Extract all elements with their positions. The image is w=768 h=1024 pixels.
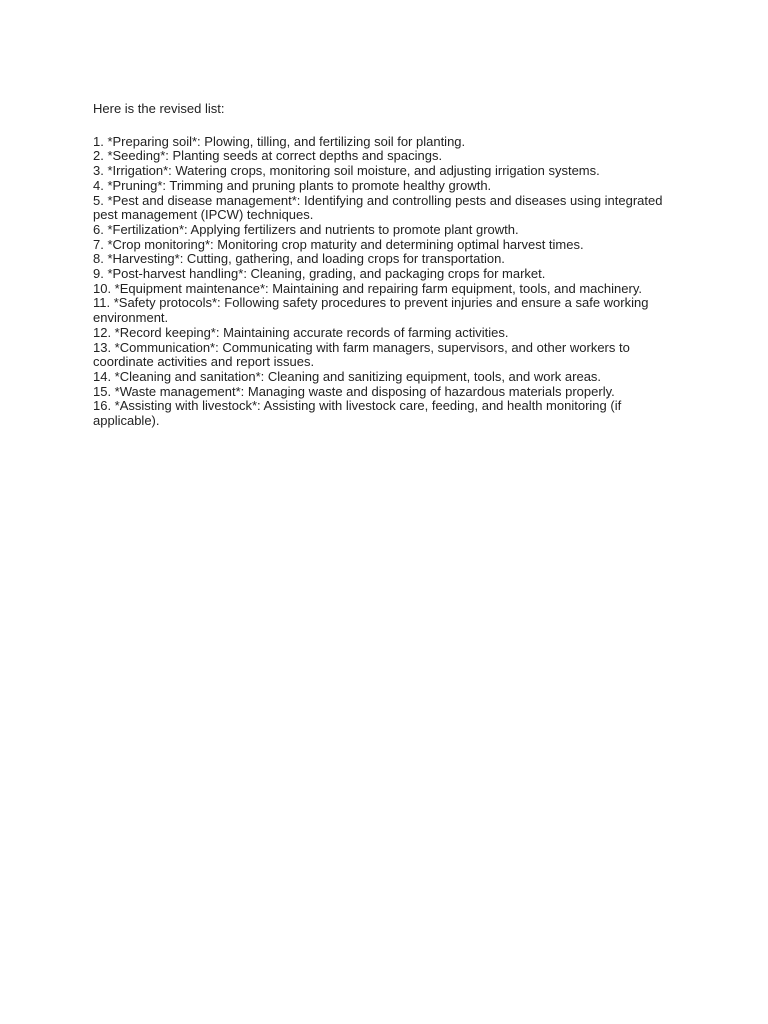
- list-item: 8. *Harvesting*: Cutting, gathering, and loading crops for transportation.: [93, 251, 505, 267]
- list-item: 5. *Pest and disease management*: Identifying and controlling pests and diseases using integrated pest management (IPCW) techniques.: [93, 192, 663, 223]
- list-item: 13. *Communication*: Communicating with farm managers, supervisors, and other workers to coordinate activities and report issues.: [93, 339, 630, 370]
- list-item: 15. *Waste management*: Managing waste and disposing of hazardous materials properly.: [93, 383, 615, 399]
- list-item: 16. *Assisting with livestock*: Assisting with livestock care, feeding, and health monitoring (if applicable).: [93, 398, 622, 429]
- list-item: 3. *Irrigation*: Watering crops, monitoring soil moisture, and adjusting irrigation systems.: [93, 163, 600, 179]
- list-item: 10. *Equipment maintenance*: Maintaining and repairing farm equipment, tools, and machinery.: [93, 280, 642, 296]
- list-item: 11. *Safety protocols*: Following safety procedures to prevent injuries and ensure a safe working environment.: [93, 295, 649, 326]
- task-list: [93, 135, 683, 429]
- list-item: 4. *Pruning*: Trimming and pruning plants to promote healthy growth.: [93, 177, 492, 193]
- list-item: 7. *Crop monitoring*: Monitoring crop maturity and determining optimal harvest times.: [93, 236, 584, 252]
- list-item: 2. *Seeding*: Planting seeds at correct depths and spacings.: [93, 148, 443, 164]
- list-item: 14. *Cleaning and sanitation*: Cleaning and sanitizing equipment, tools, and work areas.: [93, 368, 602, 384]
- document-body: [93, 102, 683, 429]
- list-item: 9. *Post-harvest handling*: Cleaning, grading, and packaging crops for market.: [93, 266, 546, 282]
- list-item: 12. *Record keeping*: Maintaining accurate records of farming activities.: [93, 324, 509, 340]
- list-item: 6. *Fertilization*: Applying fertilizers and nutrients to promote plant growth.: [93, 221, 519, 237]
- intro-text: Here is the revised list:: [93, 101, 225, 116]
- list-item: 1. *Preparing soil*: Plowing, tilling, and fertilizing soil for planting.: [93, 133, 466, 149]
